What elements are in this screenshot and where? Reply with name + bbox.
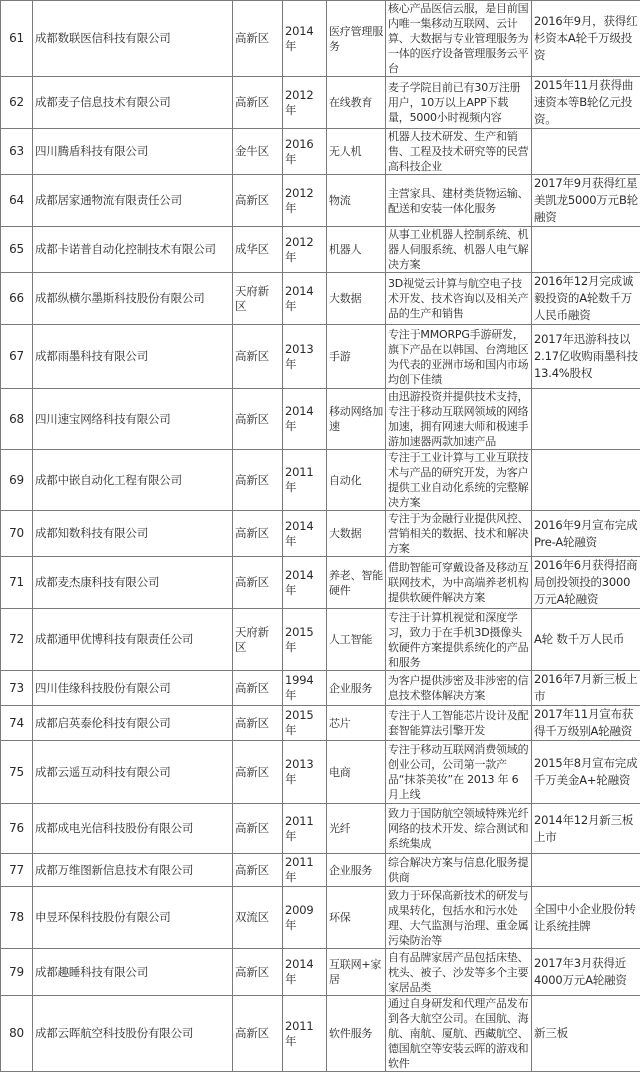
table-row	[1, 129, 640, 175]
company-name-cell: 四川腾盾科技有限公司	[33, 129, 233, 175]
district-cell: 高新区	[233, 77, 283, 129]
table-row	[1, 511, 640, 557]
funding-info-cell: 2017年11月宣布获得千万级别A轮融资	[532, 706, 640, 741]
district-cell: 高新区	[233, 706, 283, 741]
row-number-cell: 75	[1, 741, 33, 804]
company-name-cell: 成都成电光信科技股份有限公司	[33, 804, 233, 854]
funding-info-cell: 2017年9月获得红星美凯龙5000万元B轮融资	[532, 175, 640, 227]
table-row	[1, 325, 640, 389]
district-cell: 天府新区	[233, 273, 283, 325]
founded-year-cell: 2015年	[283, 706, 327, 741]
row-number-cell: 69	[1, 450, 33, 511]
district-cell: 高新区	[233, 741, 283, 804]
company-name-cell: 成都数联医信科技有限公司	[33, 1, 233, 77]
business-description-cell: 麦子学院目前已有30万注册用户，10万以上APP下载量，5000小时视频内容	[386, 77, 532, 129]
industry-field-cell: 人工智能	[327, 609, 386, 671]
founded-year-cell: 2014年	[283, 389, 327, 450]
row-number-cell: 64	[1, 175, 33, 227]
business-description-cell: 专注于工业计算与工业互联技术与产品的研究开发，为客户提供工业自动化系统的完整解决方案	[386, 450, 532, 511]
funding-info-cell: 2016年6月获得招商局创投领投的3000万元A轮融资	[532, 557, 640, 609]
funding-info-cell: 2016年9月，获得红杉资本A轮千万级投资	[532, 1, 640, 77]
row-number-cell: 71	[1, 557, 33, 609]
row-number-cell: 76	[1, 804, 33, 854]
district-cell: 高新区	[233, 854, 283, 887]
district-cell: 高新区	[233, 949, 283, 996]
funding-info-cell: 2015年8月宣布完成千万美金A+轮融资	[532, 741, 640, 804]
founded-year-cell: 2015年	[283, 609, 327, 671]
founded-year-cell: 2011年	[283, 854, 327, 887]
founded-year-cell: 2009年	[283, 887, 327, 949]
company-name-cell: 成都万维图新信息技术有限公司	[33, 854, 233, 887]
row-number-cell: 80	[1, 996, 33, 1072]
table-row	[1, 557, 640, 609]
company-name-cell: 成都纵横尔墨斯科技股份有限公司	[33, 273, 233, 325]
funding-info-cell: 2016年7月新三板上市	[532, 671, 640, 706]
funding-info-cell	[532, 450, 640, 511]
district-cell: 高新区	[233, 804, 283, 854]
founded-year-cell: 2012年	[283, 175, 327, 227]
industry-field-cell: 无人机	[327, 129, 386, 175]
business-description-cell: 机器人技术研发、生产和销售、工程及技术研究等的民营高科技企业	[386, 129, 532, 175]
district-cell: 高新区	[233, 450, 283, 511]
business-description-cell: 为客户提供涉密及非涉密的信息技术整体解决方案	[386, 671, 532, 706]
founded-year-cell: 2014年	[283, 273, 327, 325]
company-name-cell: 四川速宝网络科技有限公司	[33, 389, 233, 450]
row-number-cell: 72	[1, 609, 33, 671]
row-number-cell: 66	[1, 273, 33, 325]
founded-year-cell: 2014年	[283, 557, 327, 609]
table-row	[1, 1, 640, 77]
company-name-cell: 成都麦杰康科技有限公司	[33, 557, 233, 609]
funding-info-cell: 2017年迅游科技以2.17亿收购雨墨科技13.4%股权	[532, 325, 640, 389]
industry-field-cell: 环保	[327, 887, 386, 949]
table-row	[1, 450, 640, 511]
district-cell: 高新区	[233, 389, 283, 450]
funding-info-cell: 新三板	[532, 996, 640, 1072]
district-cell: 高新区	[233, 175, 283, 227]
funding-info-cell	[532, 389, 640, 450]
business-description-cell: 自有品牌家居产品包括床垫、枕头、被子、沙发等多个主要家居品类	[386, 949, 532, 996]
table-row	[1, 887, 640, 949]
district-cell: 双流区	[233, 887, 283, 949]
district-cell: 成华区	[233, 227, 283, 273]
table-row	[1, 706, 640, 741]
business-description-cell: 主营家具、建材类货物运输、配送和安装一体化服务	[386, 175, 532, 227]
business-description-cell: 3D视觉云计算与航空电子技术开发、技术咨询以及相关产品的生产和销售	[386, 273, 532, 325]
industry-field-cell: 互联网+家居	[327, 949, 386, 996]
table-row	[1, 175, 640, 227]
table-row	[1, 949, 640, 996]
founded-year-cell: 2012年	[283, 227, 327, 273]
district-cell: 天府新区	[233, 609, 283, 671]
table-row	[1, 77, 640, 129]
founded-year-cell: 2011年	[283, 996, 327, 1072]
industry-field-cell: 物流	[327, 175, 386, 227]
district-cell: 金牛区	[233, 129, 283, 175]
district-cell: 高新区	[233, 671, 283, 706]
funding-info-cell	[532, 854, 640, 887]
company-name-cell: 成都中嵌自动化工程有限公司	[33, 450, 233, 511]
company-name-cell: 成都云晖航空科技股份有限公司	[33, 996, 233, 1072]
table-row	[1, 996, 640, 1072]
industry-field-cell: 机器人	[327, 227, 386, 273]
table-row	[1, 389, 640, 450]
district-cell: 高新区	[233, 1, 283, 77]
founded-year-cell: 1994年	[283, 671, 327, 706]
row-number-cell: 65	[1, 227, 33, 273]
row-number-cell: 61	[1, 1, 33, 77]
industry-field-cell: 光纤	[327, 804, 386, 854]
company-name-cell: 成都卡诺普自动化控制技术有限公司	[33, 227, 233, 273]
business-description-cell: 由迅游投资并提供技术支持，专注于移动互联网领域的网络加速，拥有网速大师和极速手游加速器两款加速产品	[386, 389, 532, 450]
company-name-cell: 成都云遥互动科技有限公司	[33, 741, 233, 804]
industry-field-cell: 大数据	[327, 273, 386, 325]
row-number-cell: 77	[1, 854, 33, 887]
founded-year-cell: 2013年	[283, 741, 327, 804]
row-number-cell: 74	[1, 706, 33, 741]
district-cell: 高新区	[233, 557, 283, 609]
company-name-cell: 成都麦子信息技术有限公司	[33, 77, 233, 129]
business-description-cell: 致力于环保高新技术的研发与成果转化，包括水和污水处理、大气监测与治理、重金属污染防治等	[386, 887, 532, 949]
company-table-body	[1, 1, 640, 1072]
industry-field-cell: 在线教育	[327, 77, 386, 129]
industry-field-cell: 移动网络加速	[327, 389, 386, 450]
funding-info-cell: 2016年12月完成诚毅投资的A轮数千万人民币融资	[532, 273, 640, 325]
funding-info-cell: 2015年11月获得曲速资本等B轮亿元投资。	[532, 77, 640, 129]
district-cell: 高新区	[233, 511, 283, 557]
industry-field-cell: 企业服务	[327, 854, 386, 887]
funding-info-cell	[532, 129, 640, 175]
industry-field-cell: 芯片	[327, 706, 386, 741]
industry-field-cell: 企业服务	[327, 671, 386, 706]
business-description-cell: 专注于计算机视觉和深度学习，致力于在手机3D摄像头软硬件方案提供系统化的产品和服务	[386, 609, 532, 671]
table-row	[1, 741, 640, 804]
business-description-cell: 借助智能可穿戴设备及移动互联网技术，为中高端养老机构提供软硬件解决方案	[386, 557, 532, 609]
company-name-cell: 四川佳缘科技股份有限公司	[33, 671, 233, 706]
row-number-cell: 73	[1, 671, 33, 706]
industry-field-cell: 手游	[327, 325, 386, 389]
founded-year-cell: 2016年	[283, 129, 327, 175]
business-description-cell: 专注于为金融行业提供风控、营销相关的数据、技术和解决方案	[386, 511, 532, 557]
table-row	[1, 609, 640, 671]
industry-field-cell: 电商	[327, 741, 386, 804]
row-number-cell: 70	[1, 511, 33, 557]
company-name-cell: 成都知数科技有限公司	[33, 511, 233, 557]
funding-info-cell: 全国中小企业股份转让系统挂牌	[532, 887, 640, 949]
row-number-cell: 62	[1, 77, 33, 129]
founded-year-cell: 2012年	[283, 77, 327, 129]
industry-field-cell: 医疗管理服务	[327, 1, 386, 77]
business-description-cell: 从事工业机器人控制系统、机器人伺服系统、机器人电气解决方案	[386, 227, 532, 273]
founded-year-cell: 2014年	[283, 949, 327, 996]
business-description-cell: 致力于国防航空领域特殊光纤网络的技术开发、综合测试和系统集成	[386, 804, 532, 854]
table-row	[1, 671, 640, 706]
company-name-cell: 成都通甲优博科技有限责任公司	[33, 609, 233, 671]
funding-info-cell	[532, 227, 640, 273]
company-name-cell: 申昱环保科技股份有限公司	[33, 887, 233, 949]
founded-year-cell: 2011年	[283, 804, 327, 854]
founded-year-cell: 2014年	[283, 511, 327, 557]
district-cell: 高新区	[233, 996, 283, 1072]
business-description-cell: 核心产品医信云服，是目前国内唯一集移动互联网、云计算、大数据与专业管理服务为一体的医疗设备管理服务云平台	[386, 1, 532, 77]
table-row	[1, 854, 640, 887]
funding-info-cell: 2014年12月新三板上市	[532, 804, 640, 854]
business-description-cell: 通过自身研发和代理产品发布到各大航空公司。在国航、海航、南航、厦航、西藏航空、德国航空等安装云晖的游戏和软件	[386, 996, 532, 1072]
row-number-cell: 68	[1, 389, 33, 450]
business-description-cell: 专注于人工智能芯片设计及配套智能算法引擎开发	[386, 706, 532, 741]
company-name-cell: 成都启英泰伦科技有限公司	[33, 706, 233, 741]
founded-year-cell: 2013年	[283, 325, 327, 389]
table-row	[1, 804, 640, 854]
founded-year-cell: 2014年	[283, 1, 327, 77]
business-description-cell: 综合解决方案与信息化服务提供商	[386, 854, 532, 887]
business-description-cell: 专注于移动互联网消费领域的创业公司，公司第一款产品“抹茶美妆”在 2013 年 6 月上线	[386, 741, 532, 804]
funding-info-cell: A轮 数千万人民币	[532, 609, 640, 671]
row-number-cell: 78	[1, 887, 33, 949]
funding-info-cell: 2016年9月宣布完成Pre-A轮融资	[532, 511, 640, 557]
business-description-cell: 专注于MMORPG手游研发，旗下产品在以韩国、台湾地区为代表的亚洲市场和国内市场均创下佳绩	[386, 325, 532, 389]
funding-info-cell: 2017年3月获得近4000万元A轮融资	[532, 949, 640, 996]
row-number-cell: 67	[1, 325, 33, 389]
company-name-cell: 成都趣睡科技有限公司	[33, 949, 233, 996]
row-number-cell: 63	[1, 129, 33, 175]
industry-field-cell: 养老、智能硬件	[327, 557, 386, 609]
founded-year-cell: 2011年	[283, 450, 327, 511]
company-name-cell: 成都居家通物流有限责任公司	[33, 175, 233, 227]
industry-field-cell: 大数据	[327, 511, 386, 557]
district-cell: 高新区	[233, 325, 283, 389]
industry-field-cell: 软件服务	[327, 996, 386, 1072]
table-row	[1, 273, 640, 325]
industry-field-cell: 自动化	[327, 450, 386, 511]
row-number-cell: 79	[1, 949, 33, 996]
company-name-cell: 成都雨墨科技有限公司	[33, 325, 233, 389]
table-row	[1, 227, 640, 273]
